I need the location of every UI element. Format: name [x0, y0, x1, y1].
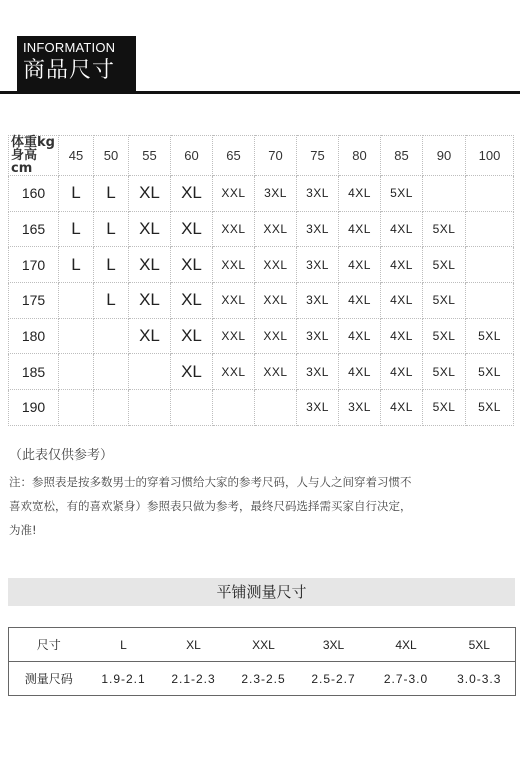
measurement-value-cell: 3.0-3.3: [444, 662, 516, 696]
size-cell: XL: [171, 318, 213, 354]
size-cell: 4XL: [381, 390, 423, 426]
size-cell: XXL: [213, 211, 255, 247]
size-cell: 4XL: [381, 283, 423, 319]
height-cell: 160: [9, 176, 59, 212]
size-name-cell: XL: [159, 628, 229, 662]
size-cell: XL: [171, 176, 213, 212]
size-table-row: [9, 390, 514, 426]
size-cell: 4XL: [339, 176, 381, 212]
size-cell: XL: [129, 176, 171, 212]
size-cell: XXL: [255, 354, 297, 390]
size-cell: 3XL: [297, 354, 339, 390]
size-name-cell: XXL: [229, 628, 299, 662]
weight-header: 45: [59, 136, 94, 176]
size-cell: 3XL: [339, 390, 381, 426]
size-cell: 5XL: [381, 176, 423, 212]
size-name-cell: L: [89, 628, 159, 662]
size-cell: 5XL: [423, 247, 466, 283]
size-cell: [466, 211, 514, 247]
size-cell: 5XL: [423, 318, 466, 354]
size-table-row: [9, 283, 514, 319]
size-cell: 5XL: [423, 354, 466, 390]
size-cell: L: [59, 176, 94, 212]
size-table-row: [9, 318, 514, 354]
size-cell: XXL: [213, 283, 255, 319]
disclaimer-line: 为准!: [9, 523, 37, 537]
weight-header: 60: [171, 136, 213, 176]
size-cell: XXL: [255, 283, 297, 319]
measurement-row-label: 测量尺码: [9, 662, 89, 696]
size-cell: 3XL: [255, 176, 297, 212]
size-cell: XXL: [213, 247, 255, 283]
size-cell: 4XL: [381, 318, 423, 354]
size-recommendation-table: [8, 135, 514, 426]
size-cell: L: [94, 283, 129, 319]
weight-header: 55: [129, 136, 171, 176]
weight-header: 70: [255, 136, 297, 176]
height-cell: 185: [9, 354, 59, 390]
weight-header: 85: [381, 136, 423, 176]
size-cell: 4XL: [339, 283, 381, 319]
size-cell: [59, 318, 94, 354]
size-cell: L: [94, 211, 129, 247]
size-cell: 3XL: [297, 390, 339, 426]
weight-header: 80: [339, 136, 381, 176]
size-cell: XL: [129, 318, 171, 354]
size-cell: 4XL: [381, 354, 423, 390]
size-cell: 3XL: [297, 283, 339, 319]
weight-header: 65: [213, 136, 255, 176]
size-table-row: [9, 247, 514, 283]
size-cell: XL: [129, 283, 171, 319]
disclaimer-line: 注：参照表是按多数男士的穿着习惯给大家的参考尺码，人与人之间穿着习惯不: [9, 475, 412, 489]
size-table-body: [9, 176, 514, 426]
size-cell: [466, 247, 514, 283]
weight-header: 50: [94, 136, 129, 176]
weight-unit-label: 体重kg: [11, 135, 55, 150]
size-cell: [255, 390, 297, 426]
size-cell: 4XL: [339, 211, 381, 247]
size-cell: 5XL: [423, 390, 466, 426]
size-cell: [466, 176, 514, 212]
size-cell: [129, 390, 171, 426]
size-row-label: 尺寸: [9, 628, 89, 662]
weight-header: 90: [423, 136, 466, 176]
measurement-value-cell: 2.7-3.0: [369, 662, 444, 696]
size-table-row: [9, 354, 514, 390]
size-cell: 4XL: [381, 247, 423, 283]
size-cell: XL: [171, 211, 213, 247]
size-cell: [466, 283, 514, 319]
size-cell: 4XL: [381, 211, 423, 247]
height-cell: 180: [9, 318, 59, 354]
size-cell: [94, 354, 129, 390]
header-english-title: INFORMATION: [23, 40, 116, 55]
size-cell: 5XL: [466, 390, 514, 426]
size-cell: [94, 318, 129, 354]
size-cell: [59, 283, 94, 319]
size-cell: 5XL: [466, 354, 514, 390]
size-cell: XL: [171, 354, 213, 390]
weight-header: 100: [466, 136, 514, 176]
height-cell: 190: [9, 390, 59, 426]
size-cell: 3XL: [297, 211, 339, 247]
size-cell: [171, 390, 213, 426]
size-cell: [213, 390, 255, 426]
flat-measurement-table: [8, 627, 516, 696]
disclaimer-line: 喜欢宽松，有的喜欢紧身）参照表只做为参考，最终尺码选择需买家自行决定，: [9, 499, 412, 513]
size-cell: XL: [171, 247, 213, 283]
size-cell: XXL: [213, 354, 255, 390]
size-name-cell: 3XL: [299, 628, 369, 662]
size-cell: XXL: [255, 318, 297, 354]
size-cell: XXL: [255, 211, 297, 247]
header-divider: [0, 91, 520, 94]
size-cell: L: [59, 247, 94, 283]
size-cell: 5XL: [423, 211, 466, 247]
size-cell: [129, 354, 171, 390]
size-cell: XL: [171, 283, 213, 319]
size-cell: 4XL: [339, 247, 381, 283]
measurement-value-cell: 2.3-2.5: [229, 662, 299, 696]
weight-header: 75: [297, 136, 339, 176]
header-chinese-title: 商品尺寸: [23, 58, 116, 83]
size-cell: XL: [129, 211, 171, 247]
weight-header-row: [9, 136, 514, 176]
size-cell: XL: [129, 247, 171, 283]
size-name-cell: 4XL: [369, 628, 444, 662]
size-disclaimer: [9, 470, 519, 542]
height-unit-label: 身高cm: [11, 148, 38, 176]
size-cell: 5XL: [466, 318, 514, 354]
size-table-row: [9, 211, 514, 247]
size-label-row: [9, 628, 516, 662]
size-name-cell: 5XL: [444, 628, 516, 662]
size-cell: XXL: [255, 247, 297, 283]
flat-measurement-title: 平铺测量尺寸: [8, 578, 515, 606]
information-header: [17, 36, 136, 91]
measurement-row: [9, 662, 516, 696]
size-cell: 4XL: [339, 354, 381, 390]
size-cell: 5XL: [423, 283, 466, 319]
size-cell: 3XL: [297, 318, 339, 354]
measurement-value-cell: 1.9-2.1: [89, 662, 159, 696]
size-table-row: [9, 176, 514, 212]
size-cell: XXL: [213, 176, 255, 212]
size-cell: 3XL: [297, 176, 339, 212]
size-cell: L: [94, 176, 129, 212]
size-cell: [59, 390, 94, 426]
height-cell: 175: [9, 283, 59, 319]
height-cell: 170: [9, 247, 59, 283]
size-cell: L: [59, 211, 94, 247]
size-cell: [94, 390, 129, 426]
size-cell: [59, 354, 94, 390]
measurement-value-cell: 2.1-2.3: [159, 662, 229, 696]
size-cell: [423, 176, 466, 212]
measurement-value-cell: 2.5-2.7: [299, 662, 369, 696]
corner-cell: [9, 136, 59, 176]
reference-note: （此表仅供参考）: [9, 448, 114, 463]
size-cell: L: [94, 247, 129, 283]
size-cell: 3XL: [297, 247, 339, 283]
size-cell: XXL: [213, 318, 255, 354]
height-cell: 165: [9, 211, 59, 247]
size-cell: 4XL: [339, 318, 381, 354]
